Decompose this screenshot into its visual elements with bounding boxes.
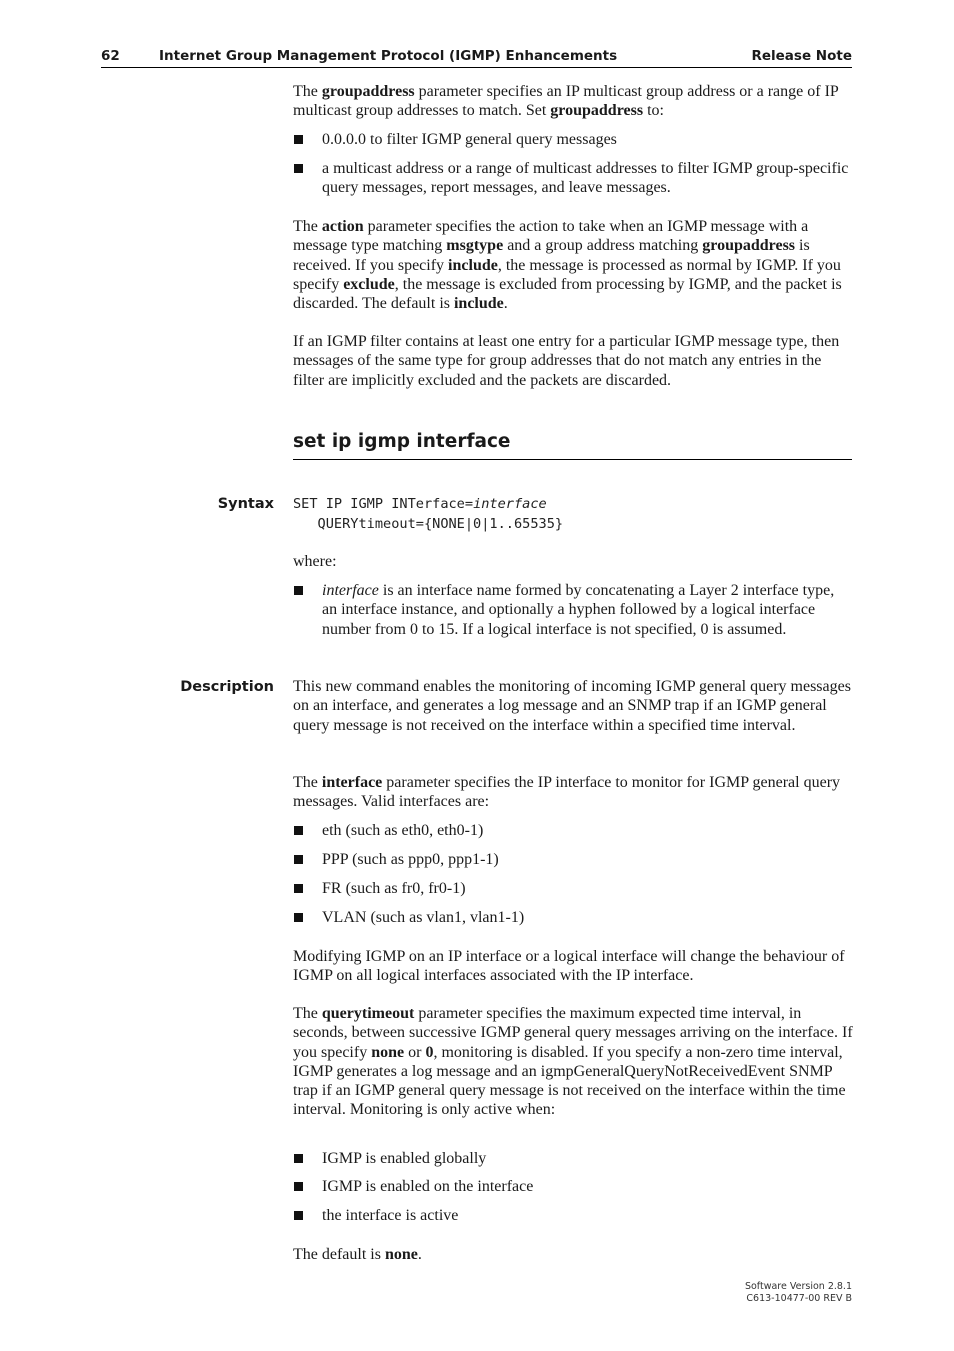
bullet-square-icon — [294, 1182, 303, 1191]
querytimeout-paragraph: The querytimeout parameter specifies the maximum expected time interval, in seconds, between successive IGMP general query messages arriving on the interface. If you specify none or 0, monitoring is disabled. If you specify a non-zero time interval, IGMP generates a log message and an igmpGeneralQueryNotReceivedEvent SNMP trap if an IGMP general query message is not received on the interface within the time interval. Monitoring is only active when: — [293, 1005, 853, 1119]
modify-paragraph: Modifying IGMP on an IP interface or a logical interface will change the behaviour of IGMP on all logical interfaces associated with the IP interface. — [293, 948, 845, 985]
chapter-title: Internet Group Management Protocol (IGMP) Enhancements — [159, 48, 618, 64]
section-rule — [293, 459, 852, 460]
bullet-square-icon — [294, 586, 303, 595]
page-number: 62 — [101, 48, 120, 64]
footer-version: Software Version 2.8.1 — [744, 1281, 852, 1292]
groupaddress-paragraph: The groupaddress parameter specifies an IP multicast group address or a range of IP multicast group addresses to match. Set groupaddress to: — [293, 83, 839, 120]
description-paragraph: This new command enables the monitoring of incoming IGMP general query messages on an interface, and generates a log message and an SNMP trap if an IGMP general query message is not received on the interface within a specified time interval. — [293, 678, 851, 734]
bullet-square-icon — [294, 913, 303, 922]
description-label: Description — [180, 679, 274, 695]
where-label: where: — [293, 553, 337, 570]
running-header — [101, 48, 852, 66]
section-heading: set ip igmp interface — [293, 431, 511, 452]
filter-paragraph: If an IGMP filter contains at least one entry for a particular IGMP message type, then messages of the same type for group addresses that do not match any entries in the filter are implicitly excluded and the packets are discarded. — [293, 333, 840, 389]
bullet-square-icon — [294, 164, 303, 173]
header-rule — [101, 67, 852, 68]
bullet-square-icon — [294, 855, 303, 864]
syntax-label: Syntax — [217, 496, 274, 512]
bullet-square-icon — [294, 884, 303, 893]
action-paragraph: The action parameter specifies the action to take when an IGMP message with a message type matching msgtype and a group address matching groupaddress is received. If you specify include, the message is processed as normal by IGMP. If you specify exclude, the message is excluded from processing by IGMP, and the packet is discarded. The default is include. — [293, 218, 842, 313]
bullet-square-icon — [294, 826, 303, 835]
bullet-square-icon — [294, 135, 303, 144]
release-label: Release Note — [751, 48, 852, 64]
footer-doc-number: C613-10477-00 REV B — [746, 1293, 852, 1304]
bullet-square-icon — [294, 1211, 303, 1220]
document-page: 62 Internet Group Management Protocol (IGMP) Enhancements Release Note The groupaddress parameter specifies an IP multicast group address or a range of IP multicast group addresses to match. Set groupaddress to: 0.0.0.0 to filter IGMP general query messages a multicast address or a range of multicast addresses to filter IGMP group-specific query messages, report messages, and leave messages. The action parameter specifies the action to take when an IGMP message with a message type matching msgtype and a group address matching groupaddress is received. If you specify include, the message is processed as normal by IGMP. If you specify exclude, the message is excluded from processing by IGMP, and the packet is discarded. The default is include. If an IGMP filter contains at least one entry for a particular IGMP message type, then messages of the same type for group addresses that do not match any entries in the filter are implicitly excluded and the packets are discarded. set ip igmp interface Syntax SET IP IGMP INTerface=interface QUERYtimeout={NONE|0|1..65535} where: interface is an interface name formed by concatenating a Layer 2 interface type, an interface instance, and optionally a hyphen followed by a logical interface number from 0 to 15. If a logical interface is not specified, 0 is assumed. Description This new command enables the monitoring of incoming IGMP general query messages on an interface, and generates a log message and an SNMP trap if an IGMP general query message is not received on the interface within a specified time interval. The interface parameter specifies the IP interface to monitor for IGMP general query messages. Valid interfaces are: eth (such as eth0, eth0-1) PPP (such as ppp0, ppp1-1) FR (such as fr0, fr0-1) VLAN (such as vlan1, vlan1-1) Modifying IGMP on an IP interface or a logical interface will change the behaviour of IGMP on all logical interfaces associated with the IP interface. The querytimeout parameter specifies the maximum expected time interval, in seconds, between successive IGMP general query messages arriving on the interface. If you specify none or 0, monitoring is disabled. If you specify a non-zero time interval, IGMP generates a log message and an igmpGeneralQueryNotReceivedEvent SNMP trap if an IGMP general query message is not received on the interface within the time interval. Monitoring is only active when: IGMP is enabled globally IGMP is enabled on the interface the interface is active The default is none. Software Version 2.8.1 C613-10477-00 REV B — [0, 0, 954, 1351]
bullet-square-icon — [294, 1154, 303, 1163]
interface-paragraph: The interface parameter specifies the IP interface to monitor for IGMP general query messages. Valid interfaces are: — [293, 774, 841, 811]
syntax-code: SET IP IGMP INTerface=interface QUERYtimeout={NONE|0|1..65535} — [293, 496, 564, 532]
default-paragraph: The default is none. — [293, 1246, 422, 1263]
